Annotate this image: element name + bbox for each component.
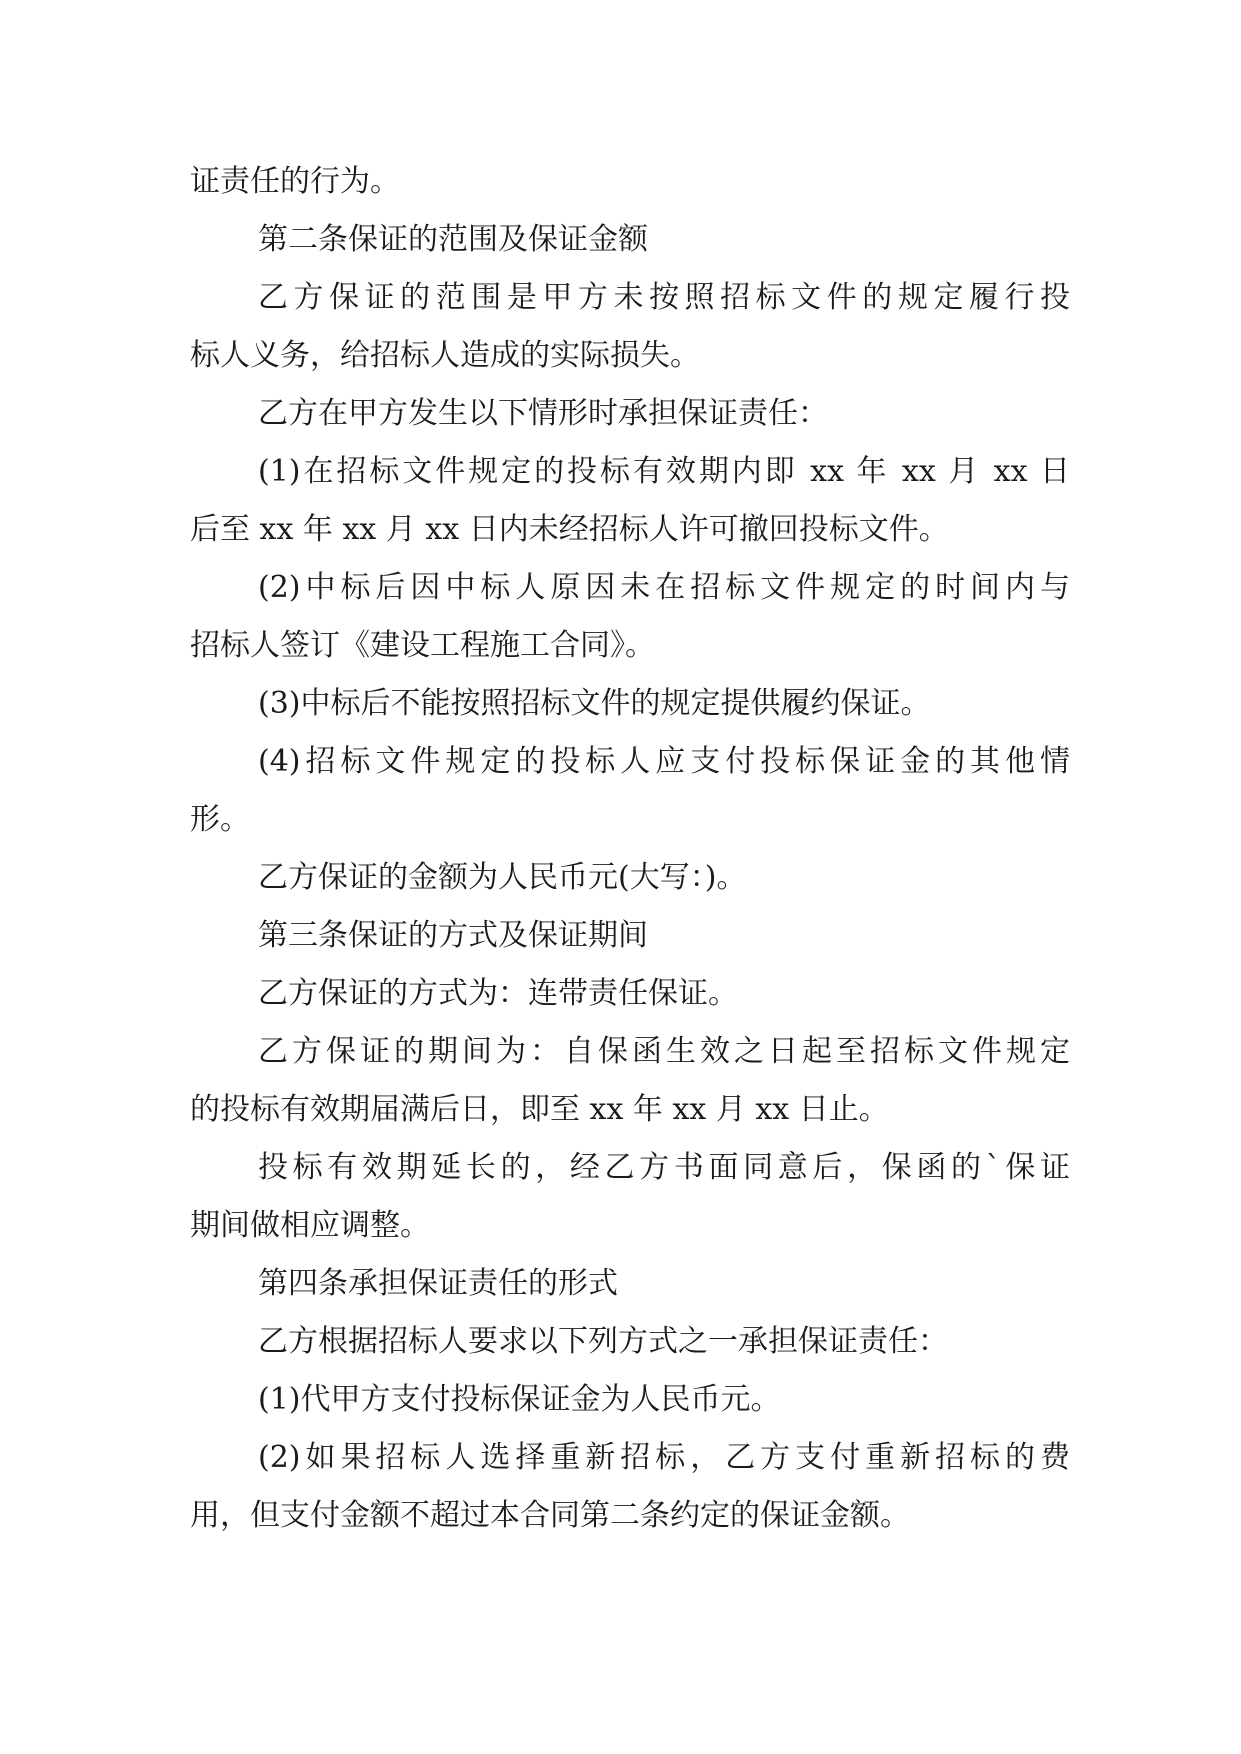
text-line: (4)招标文件规定的投标人应支付投标保证金的其他情	[258, 744, 1070, 779]
text-line: (1)代甲方支付投标保证金为人民币元。	[258, 1382, 781, 1417]
text-line: (1)在招标文件规定的投标有效期内即 xx 年 xx 月 xx 日	[258, 454, 1070, 489]
text-line: 标人义务，给招标人造成的实际损失。	[190, 338, 700, 373]
section-heading: 第三条保证的方式及保证期间	[258, 918, 648, 953]
text-line: 招标人签订《建设工程施工合同》。	[190, 628, 655, 663]
text-line: 后至 xx 年 xx 月 xx 日内未经招标人许可撤回投标文件。	[190, 512, 949, 547]
text-line: 投标有效期延长的，经乙方书面同意后，保函的`保证	[258, 1150, 1070, 1185]
text-line: 乙方在甲方发生以下情形时承担保证责任：	[258, 396, 828, 431]
text-line: 形。	[190, 802, 250, 837]
section-heading: 第二条保证的范围及保证金额	[258, 222, 648, 257]
text-line: 用，但支付金额不超过本合同第二条约定的保证金额。	[190, 1498, 910, 1533]
text-line: 乙方保证的范围是甲方未按照招标文件的规定履行投	[258, 280, 1070, 315]
text-line: (2)中标后因中标人原因未在招标文件规定的时间内与	[258, 570, 1070, 605]
section-heading: 第四条承担保证责任的形式	[258, 1266, 618, 1301]
text-line: (3)中标后不能按照招标文件的规定提供履约保证。	[258, 686, 931, 721]
text-line: 的投标有效期届满后日，即至 xx 年 xx 月 xx 日止。	[190, 1092, 889, 1127]
text-line: 乙方保证的金额为人民币元(大写：)。	[258, 860, 747, 895]
text-line: 证责任的行为。	[190, 164, 400, 199]
text-line: 乙方保证的期间为：自保函生效之日起至招标文件规定	[258, 1034, 1070, 1069]
text-line: 期间做相应调整。	[190, 1208, 430, 1243]
text-line: (2)如果招标人选择重新招标，乙方支付重新招标的费	[258, 1440, 1070, 1475]
text-line: 乙方保证的方式为：连带责任保证。	[258, 976, 738, 1011]
text-line: 乙方根据招标人要求以下列方式之一承担保证责任：	[258, 1324, 948, 1359]
